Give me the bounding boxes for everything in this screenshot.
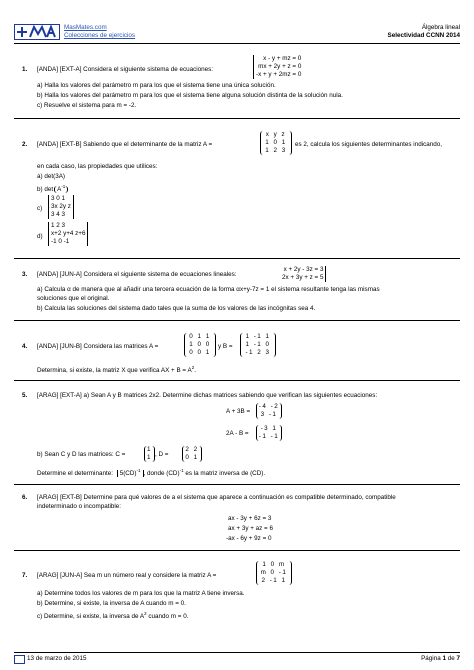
- determinant-c: 3 0 1 3x 2y z 3 4 3: [48, 195, 74, 219]
- site-link[interactable]: MasMates.com: [64, 24, 107, 31]
- header-rule: [14, 43, 460, 44]
- equation-system: x + 2y - 3z = 3 2x + 3y + z = 5: [280, 266, 326, 282]
- y-b-label: y B =: [218, 343, 233, 350]
- footer-rule: [14, 652, 460, 653]
- part-b: b) Halla los valores del parámetro m para los que el sistema tiene alguna solución distinta de la solución nula.: [37, 92, 343, 99]
- exercise-number: 1.: [22, 66, 28, 73]
- d-label: , D =: [155, 451, 169, 458]
- part-a: a) det(3A): [37, 173, 65, 180]
- part-b: b) $\det A^{-1}$: [37, 183, 68, 194]
- exercise-3-statement: [ANDA] [JUN-A] Considera el siguiente sistema de ecuaciones lineales:: [37, 271, 237, 278]
- collection-title: Selectividad CCNN 2014: [387, 32, 460, 39]
- logo: [14, 24, 60, 40]
- footer-date: 13 de marzo de 2015: [27, 655, 87, 662]
- masmates-logo-icon: [14, 24, 60, 40]
- exercise-number: 5.: [22, 392, 28, 399]
- exercise-2-statement-cont: es 2, calcula los siguientes determinantes indicando,: [295, 141, 443, 148]
- exercise-number: 2.: [22, 141, 28, 148]
- part-b: b) Calcula las soluciones del sistema dado tales que la suma de los valores de las incógnitas sea 4.: [37, 305, 316, 312]
- part-a: a) Determine todos los valores de m para los que la matriz A tiene inversa.: [37, 590, 245, 597]
- determinant-d: 1 2 3 x+2 y+4 z+6 -1 0 -1: [48, 222, 88, 246]
- part-a: a) Halla los valores del parámetro m para los que el sistema tiene una única solución.: [37, 82, 276, 89]
- part-d-label: d): [37, 233, 43, 240]
- divider: [14, 258, 460, 259]
- equation-1: ax - 3y + 6z = 3: [228, 515, 272, 522]
- equation-3: -ax - 6y + 9z = 0: [226, 535, 272, 542]
- footer-logo-icon: [14, 655, 25, 664]
- part-c: c) Determine, si existe, la inversa de $A^2$ cuando m = 0.: [37, 611, 189, 621]
- exercise-number: 7.: [22, 572, 28, 579]
- exercise-7-statement: [ARAG] [JUN-A] Sea m un número real y considere la matriz A =: [37, 572, 217, 579]
- matrix-a: 1 0 m m 0 -1 2 -1 1: [256, 561, 292, 585]
- equation-system: x - y + mz = 0 mx + 2y + z = 0 -x + y + 2mz = 0: [253, 55, 303, 79]
- matrix-rhs-2: -3 1 -1 -1: [256, 425, 282, 441]
- divider: [14, 550, 460, 551]
- divider: [14, 320, 460, 321]
- divider: [14, 484, 460, 485]
- matrix-c: 1 1: [144, 446, 155, 462]
- exercise-number: 4.: [22, 343, 28, 350]
- matrix-b: 1 -1 1 1 -1 0 -1 2 3: [240, 333, 276, 357]
- equation-2: ax + 3y + az = 6: [228, 525, 273, 532]
- part-a: a) Calcula α de manera que al añadir una tercera ecuación de la forma αx+y-7z = 1 el sistema resultante tenga las mismas: [37, 286, 380, 293]
- part-c: c) Resuelve el sistema para m = -2.: [37, 102, 137, 109]
- page-indicator: Página 1 de 7: [421, 655, 460, 662]
- divider: [14, 118, 460, 119]
- collection-link[interactable]: Colecciones de ejercicios: [64, 32, 136, 39]
- exercise-5-statement: [ARAG] [EXT-A] a) Sean A y B matrices 2x2. Determine dichas matrices sabiendo que verifican las siguientes ecuaciones:: [37, 392, 378, 399]
- exercise-1-statement: [ANDA] [EXT-A] Considera el siguiente sistema de ecuaciones:: [37, 66, 214, 73]
- topic-title: Álgebra lineal: [421, 24, 460, 31]
- matrix-d: 2 2 0 1: [182, 446, 202, 462]
- exercise-number: 6.: [22, 494, 28, 501]
- equation-1-label: A + 3B =: [226, 408, 251, 415]
- part-c-label: c): [37, 205, 43, 212]
- matrix-a: 0 1 1 1 0 0 0 0 1: [184, 333, 216, 357]
- part-b: b) Determine, si existe, la inversa de A cuando m = 0.: [37, 600, 186, 607]
- determinant-question: Determine el determinante: 5(CD)$^{-1}$ , donde (CD)$^{-1}$ es la matriz inversa de (CD).: [37, 468, 266, 478]
- part-b: b) Sean C y D las matrices: C =: [37, 451, 126, 458]
- exercise-4-statement: [ANDA] [JUN-B] Considera las matrices A =: [37, 343, 159, 350]
- exercise-4-question: Determina, si existe, la matriz X que verifica AX + $B = A^2$.: [37, 365, 196, 375]
- divider: [14, 380, 460, 381]
- exercise-6-statement: [ARAG] [EXT-B] Determine para qué valores de a el sistema que aparece a continuación es compatible determinado, compatible: [37, 494, 396, 501]
- exercise-number: 3.: [22, 271, 28, 278]
- matrix-a: x y z 1 0 1 1 2 3: [260, 131, 292, 155]
- part-a-cont: soluciones que el original.: [37, 295, 110, 302]
- exercise-2-statement-cont2: en cada caso, las propiedades que utilices:: [37, 163, 158, 170]
- exercise-2-statement: [ANDA] [EXT-B] Sabiendo que el determinante de la matriz A =: [37, 141, 213, 148]
- equation-2-label: 2A - B =: [226, 430, 249, 437]
- matrix-rhs-1: -4 -2 3 -1: [256, 403, 282, 419]
- exercise-6-statement-cont: indeterminado o incompatible:: [37, 503, 122, 510]
